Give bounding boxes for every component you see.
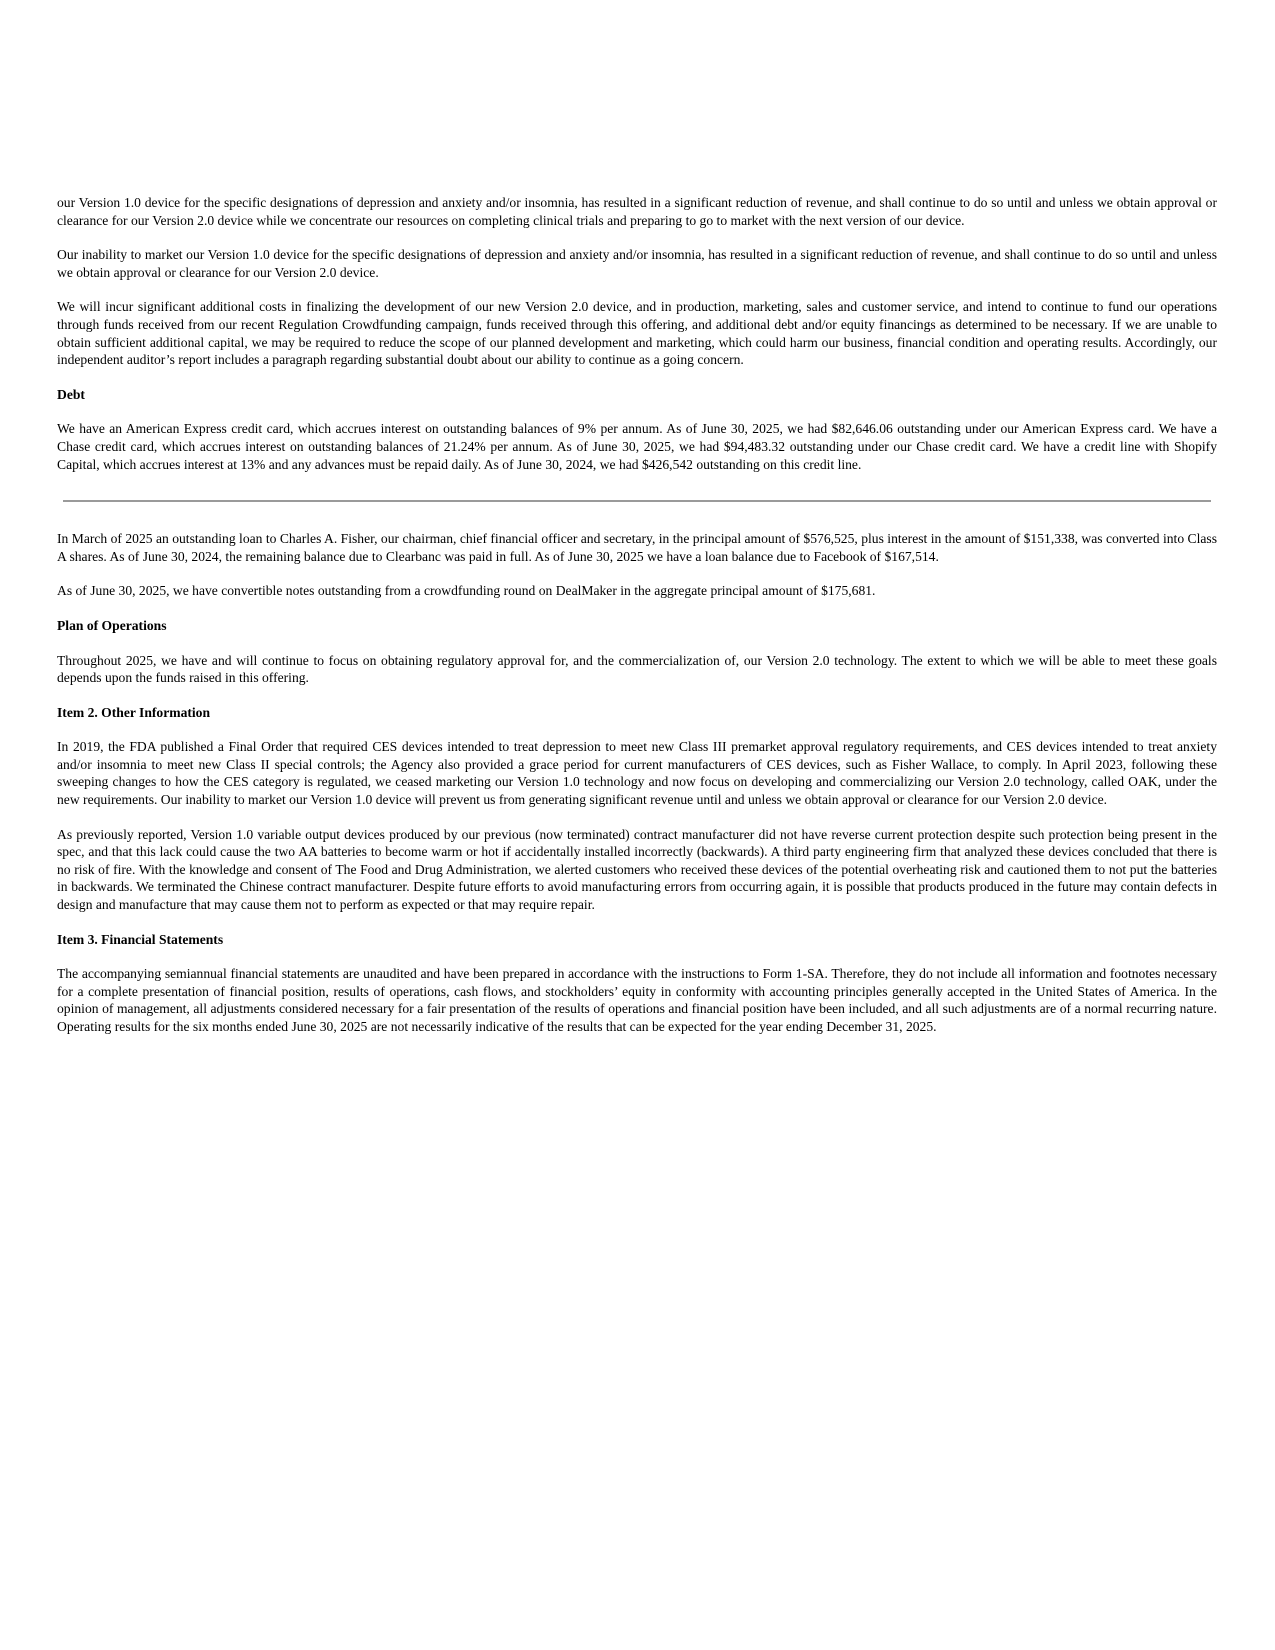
paragraph-additional-costs: We will incur significant additional costs in finalizing the development of our new Version 2.0 device, and in production, marketing, sales and customer service, and intend to continue to fund our operations through funds received from our recent Regulation Crowdfunding campaign, funds received through this offering, and additional debt and/or equity financings as determined to be necessary. If we are unable to obtain sufficient additional capital, we may be required to reduce the scope of our planned development and marketing, which could harm our business, financial condition and operating results. Accordingly, our independent auditor’s report includes a paragraph regarding substantial doubt about our ability to continue as a going concern.	[57, 299, 1217, 368]
heading-item-3: Item 3. Financial Statements	[57, 931, 224, 947]
heading-item-2: Item 2. Other Information	[57, 704, 211, 720]
heading-plan-of-operations: Plan of Operations	[57, 617, 167, 633]
paragraph-fda-final-order: In 2019, the FDA published a Final Order that required CES devices intended to treat depression to meet new Class III premarket approval regulatory requirements, and CES devices intended to treat anxiety and/or insomnia to meet new Class II special controls; the Agency also provided a grace period for current manufacturers of CES devices, such as Fisher Wallace, to comply. In April 2023, following these sweeping changes to how the CES category is regulated, we ceased marketing our Version 1.0 technology and now focus on developing and commercializing our Version 2.0 technology, called OAK, under the new requirements. Our inability to market our Version 1.0 device will prevent us from generating significant revenue until and unless we obtain approval or clearance for our Version 2.0 device.	[57, 739, 1217, 808]
paragraph-financial-statements: The accompanying semiannual financial statements are unaudited and have been prepared in accordance with the instructions to Form 1-SA. Therefore, they do not include all information and footnotes necessary for a complete presentation of financial position, results of operations, cash flows, and stockholders’ equity in conformity with accounting principles generally accepted in the United States of America. In the opinion of management, all adjustments considered necessary for a fair presentation of the results of operations and financial position have been included, and all such adjustments are of a normal recurring nature. Operating results for the six months ended June 30, 2025 are not necessarily indicative of the results that can be expected for the year ending December 31, 2025.	[57, 966, 1217, 1034]
paragraph-revenue-continued: our Version 1.0 device for the specific designations of depression and anxiety and/or insomnia, has resulted in a significant reduction of revenue, and shall continue to do so until and unless we obtain approval or clearance for our Version 2.0 device while we concentrate our resources on completing clinical trials and preparing to go to market with the next version of our device.	[57, 195, 1217, 228]
paragraph-reverse-current: As previously reported, Version 1.0 variable output devices produced by our previous (now terminated) contract manufacturer did not have reverse current protection despite such protection being present in the spec, and that this lack could cause the two AA batteries to become warm or hot if accidentally installed incorrectly (backwards). A third party engineering firm that analyzed these devices concluded that there is no risk of fire. With the knowledge and consent of The Food and Drug Administration, we alerted customers who received these devices of the potential overheating risk and cautioned them to not put the batteries in backwards. We terminated the Chinese contract manufacturer. Despite future efforts to avoid manufacturing errors from occurring again, it is possible that products produced in the future may contain defects in design and manufacture that may cause them not to perform as expected or that may require repair.	[57, 826, 1217, 913]
paragraph-inability-to-market: Our inability to market our Version 1.0 device for the specific designations of depression and anxiety and/or insomnia, has resulted in a significant reduction of revenue, and shall continue to do so until and unless we obtain approval or clearance for our Version 2.0 device.	[57, 247, 1217, 280]
paragraph-loans: In March of 2025 an outstanding loan to Charles A. Fisher, our chairman, chief financial officer and secretary, in the principal amount of $576,525, plus interest in the amount of $151,338, was converted into Class A shares. As of June 30, 2024, the remaining balance due to Clearbanc was paid in full. As of June 30, 2025 we have a loan balance due to Facebook of $167,514.	[57, 531, 1217, 564]
heading-debt: Debt	[57, 386, 85, 402]
page-break-divider	[63, 500, 1211, 502]
paragraph-credit-cards: We have an American Express credit card, which accrues interest on outstanding balances of 9% per annum. As of June 30, 2025, we had $82,646.06 outstanding under our American Express card. We have a Chase credit card, which accrues interest on outstanding balances of 21.24% per annum. As of June 30, 2025, we had $94,483.32 outstanding under our Chase credit card. We have a credit line with Shopify Capital, which accrues interest at 13% and any advances must be repaid daily. As of June 30, 2024, we had $426,542 outstanding on this credit line.	[57, 421, 1217, 472]
paragraph-plan: Throughout 2025, we have and will continue to focus on obtaining regulatory approval for, and the commercialization of, our Version 2.0 technology. The extent to which we will be able to meet these goals depends upon the funds raised in this offering.	[57, 652, 1217, 686]
document-page	[57, 194, 1217, 1036]
paragraph-convertible-notes: As of June 30, 2025, we have convertible notes outstanding from a crowdfunding round on DealMaker in the aggregate principal amount of $175,681.	[57, 583, 876, 599]
